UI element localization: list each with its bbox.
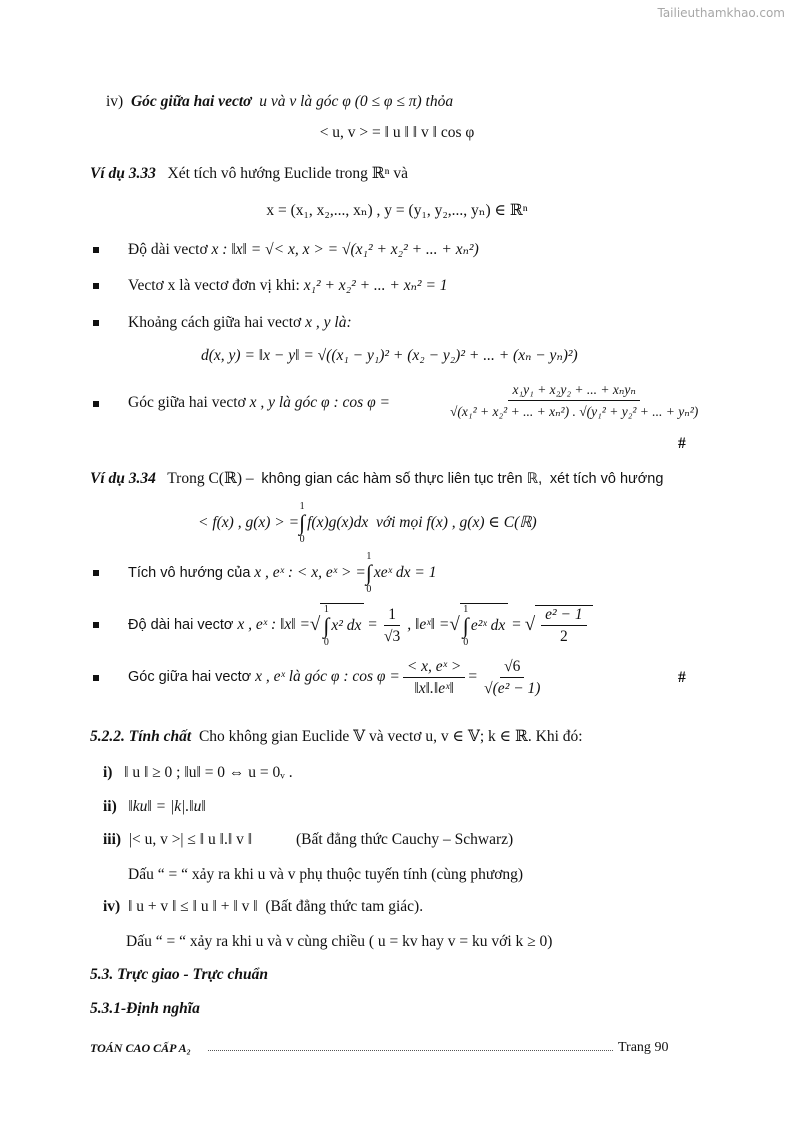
ex333-b3-tail: x , y là: <box>305 314 352 331</box>
ex334-b2-text: Độ dài hai vectơ <box>128 617 234 633</box>
fraction <box>541 606 587 645</box>
sec522-ii-label: ii) <box>103 798 117 815</box>
bullet <box>93 675 99 681</box>
fraction-numerator: √6 <box>500 658 524 678</box>
ex334-b3-eq: = <box>468 668 478 685</box>
ex334-b2 <box>128 603 593 647</box>
sqrt-icon: √ <box>524 614 536 635</box>
fraction <box>403 658 466 697</box>
ex334-b1-formula: x , eˣ : < x, eˣ > = <box>254 564 366 581</box>
sec522-iv-note: (Bất đẳng thức tam giác). <box>265 898 424 915</box>
fraction-denominator: √(e² − 1) <box>484 679 541 697</box>
sec53-heading: 5.3. Trực giao - Trực chuẩn <box>90 966 269 983</box>
item-iv-line <box>106 92 453 112</box>
integral-0-1: 1 ∫ 0 <box>462 603 469 648</box>
ex334-b3-text: Góc giữa hai vectơ <box>128 669 252 685</box>
item-iv-text: u và v là góc φ (0 ≤ φ ≤ π) thỏa <box>259 93 454 110</box>
sec522-i-label: i) <box>103 764 113 781</box>
radicand <box>320 603 364 648</box>
ex334-text-a: Trong C(ℝ) – <box>167 470 254 487</box>
fraction-denominator: ‖x‖.‖eˣ‖ <box>414 679 454 697</box>
ex333-label: Ví dụ 3.33 <box>90 165 156 182</box>
ex333-b1-formula: x : ‖x‖ = √< x, x > = √(x₁² + x₂² + ... + xₙ²) <box>211 241 479 258</box>
bullet <box>93 570 99 576</box>
ex333-b1-text: Độ dài vectơ <box>128 241 208 258</box>
ex334-b1-text: Tích vô hướng của <box>128 565 251 581</box>
item-iv-title: Góc giữa hai vectơ <box>130 93 252 110</box>
sec531-heading: 5.3.1-Định nghĩa <box>90 1000 200 1017</box>
fraction-denominator: 2 <box>560 628 568 645</box>
sec522-i <box>103 763 293 783</box>
ex334-formula-lhs: < f(x) , g(x) > = <box>198 514 300 531</box>
distance-formula: d(x, y) = ‖x − y‖ = √((x₁ − y₁)² + (x₂ − y₂)² + ... + (xₙ − yₙ)²) <box>201 347 578 364</box>
ex334-text-c: xét tích vô hướng <box>549 471 664 487</box>
ex334-formula <box>198 500 537 546</box>
bullet <box>93 247 99 253</box>
fraction-numerator: x₁y₁ + x₂y₂ + ... + xₙyₙ <box>508 381 639 401</box>
sec522-iii-label: iii) <box>103 831 122 848</box>
radicand <box>460 603 508 648</box>
fraction-numerator: 1 <box>384 606 400 626</box>
integral-0-1: 1 ∫ 0 <box>323 603 330 648</box>
sec522-intro <box>90 727 583 747</box>
ex334-b1 <box>128 553 436 593</box>
ex333-b4-tail: x , y là góc φ : cos φ = <box>249 394 390 411</box>
sec522-iii-note: (Bất đẳng thức Cauchy – Schwarz) <box>296 831 514 848</box>
item-iv-formula: < u, v > = ‖ u ‖ ‖ v ‖ cos φ <box>319 124 475 141</box>
sec522-i-formula: ‖ u ‖ ≥ 0 ; ‖u‖ = 0 ⇔ u = 0ᵥ . <box>124 764 293 781</box>
footer-page <box>618 1040 668 1056</box>
end-mark: # <box>678 435 686 452</box>
fraction <box>380 606 404 645</box>
fraction-denominator: √(x₁² + x₂² + ... + xₙ²) . √(y₁² + y₂² + ... + yₙ²) <box>450 404 699 419</box>
bullet <box>93 320 99 326</box>
ex333-b3-text: Khoảng cách giữa hai vectơ <box>128 314 302 331</box>
fraction <box>446 381 702 420</box>
fraction-numerator: e² − 1 <box>541 606 587 626</box>
ex334-b3 <box>128 655 547 699</box>
ex334-b2-f: = <box>512 616 521 633</box>
footer-title: TOÁN CAO CẤP A₂ <box>90 1041 191 1055</box>
radicand <box>535 605 593 645</box>
ex333-b1 <box>128 240 479 260</box>
ex333-b2-formula: x₁² + x₂² + ... + xₙ² = 1 <box>303 277 448 294</box>
ex334-b1-int: xeˣ dx = 1 <box>373 564 437 581</box>
fraction-denominator: √3 <box>384 627 401 645</box>
sec522-ii <box>103 797 206 817</box>
sqrt-icon: √ <box>449 614 460 635</box>
footer-page-number: 90 <box>654 1040 669 1055</box>
ex334-b2-c: = <box>368 616 378 633</box>
sec522-heading: 5.2.2. Tính chất <box>90 728 192 745</box>
ex334-formula-rhs: với mọi f(x) , g(x) ∈ C(ℝ) <box>375 514 537 531</box>
sec522-iv-eq: Dấu “ = “ xảy ra khi u và v cùng chiều ( u = kv hay v = ku với k ≥ 0) <box>126 933 553 950</box>
sec522-iv-formula: ‖ u + v ‖ ≤ ‖ u ‖ + ‖ v ‖ <box>127 898 258 915</box>
sqrt-icon: √ <box>309 614 321 635</box>
ex334-b3-a: x , eˣ là góc φ : cos φ = <box>255 668 400 685</box>
ex334-b2-d: , ‖eˣ‖ = <box>407 616 450 633</box>
footer-dotted-rule <box>208 1050 613 1051</box>
ex333-intro <box>90 164 408 184</box>
ex333-text: Xét tích vô hướng Euclide trong ℝⁿ và <box>167 165 409 182</box>
sec522-iii-eq: Dấu “ = “ xảy ra khi u và v phụ thuộc tuyến tính (cùng phương) <box>128 866 524 883</box>
ex334-formula-int: f(x)g(x)dx <box>307 514 369 531</box>
ex333-b2 <box>128 276 448 296</box>
ex334-text-b: không gian các hàm số thực liên tục trên ℝ, <box>261 471 543 487</box>
item-iv-num: iv) <box>106 93 124 110</box>
integral-0-1: 1 ∫ 0 <box>299 501 306 545</box>
ex333-b4-text: Góc giữa hai vectơ <box>128 394 246 411</box>
ex333-angle-fraction <box>446 381 702 420</box>
ex333-b4 <box>128 393 390 413</box>
fraction <box>480 658 544 697</box>
ex334-b2-b: x² dx <box>331 616 362 634</box>
sec522-iv <box>103 897 423 917</box>
ex333-b2-text: Vectơ x là vectơ đơn vị khi: <box>128 277 300 294</box>
sec522-iii <box>103 830 252 850</box>
watermark: Tailieuthamkhao.com <box>657 6 785 20</box>
ex334-b2-e: e²ˣ dx <box>470 616 506 634</box>
ex333-b3-formula <box>201 346 578 366</box>
ex333-vectors: x = (x₁, x₂,..., xₙ) , y = (y₁, y₂,..., yₙ) ∈ ℝⁿ <box>266 202 528 219</box>
ex334-b2-a: x , eˣ : ‖x‖ = <box>237 616 310 633</box>
ex334-intro <box>90 469 663 489</box>
bullet <box>93 401 99 407</box>
bullet <box>93 622 99 628</box>
ex334-label: Ví dụ 3.34 <box>90 470 156 487</box>
fraction-numerator: < x, eˣ > <box>403 658 466 678</box>
integral-0-1: 1 ∫ 0 <box>365 551 372 595</box>
footer-page-label: Trang <box>618 1040 651 1055</box>
sec522-ii-formula: ‖ku‖ = |k|.‖u‖ <box>128 798 206 815</box>
sec522-text: Cho không gian Euclide 𝕍 và vectơ u, v ∈ 𝕍; k ∈ ℝ. Khi đó: <box>198 728 583 745</box>
bullet <box>93 283 99 289</box>
ex333-b3 <box>128 313 352 333</box>
sec522-iv-label: iv) <box>103 898 121 915</box>
sec522-iii-formula: |< u, v >| ≤ ‖ u ‖.‖ v ‖ <box>128 831 253 848</box>
end-mark: # <box>678 669 686 686</box>
